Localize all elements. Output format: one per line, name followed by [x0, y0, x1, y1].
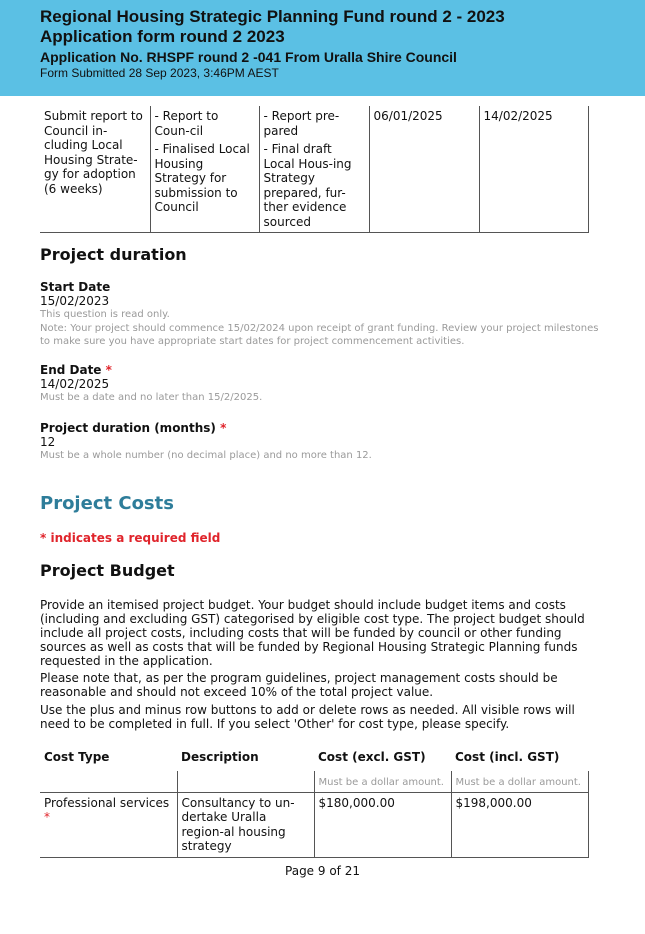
form-header: [0, 0, 645, 96]
milestone-deliverable: - Final draft Local Hous-ing Strategy prepared, fur-ther evidence sourced: [263, 142, 352, 229]
cost-type-cell: [40, 792, 177, 857]
start-date-label: Start Date: [40, 280, 111, 294]
required-marker: *: [44, 810, 50, 824]
project-costs-heading: Project Costs: [40, 493, 174, 514]
required-field-note: * indicates a required field: [40, 531, 221, 545]
milestone-end-cell: [479, 106, 588, 233]
form-subtitle: Application form round 2 2023: [40, 27, 285, 46]
table-row: [40, 106, 588, 233]
budget-table: [40, 746, 589, 858]
cost-excl-value: $180,000.00: [318, 795, 395, 810]
cost-incl-hint-cell: [451, 771, 588, 793]
table-row: [40, 792, 588, 857]
submission-timestamp: Form Submitted 28 Sep 2023, 3:46PM AEST: [40, 66, 279, 80]
budget-guideline-note: Please note that, as per the program guidelines, project management costs should be reasonable and should not exceed 10% of the total project value.: [40, 671, 558, 699]
budget-rows-note: Use the plus and minus row buttons to add or delete rows as needed. All visible rows will need to be completed in full. If you select 'Other' for cost type, please specify.: [40, 703, 575, 731]
form-title: Regional Housing Strategic Planning Fund round 2 - 2023: [40, 7, 505, 26]
budget-hint-row: [40, 771, 588, 793]
project-duration-heading: Project duration: [40, 245, 187, 264]
cost-excl-cell: [314, 792, 451, 857]
milestone-tasks-cell: [150, 106, 259, 233]
required-marker: *: [220, 421, 227, 435]
start-date-value: 15/02/2023: [40, 294, 110, 308]
milestone-activity: Submit report to Council in-cluding Local Housing Strate-gy for adoption (6 weeks): [44, 109, 143, 196]
cost-incl-value: $198,000.00: [455, 795, 532, 810]
column-header: Description: [181, 750, 259, 764]
empty-cell: [40, 771, 177, 793]
cost-excl-hint-cell: [314, 771, 451, 793]
duration-months-label-text: Project duration (months): [40, 421, 216, 435]
duration-months-help: Must be a whole number (no decimal place) and no more than 12.: [40, 450, 372, 461]
description-value: Consultancy to un-dertake Uralla region-al housing strategy: [181, 795, 295, 853]
milestone-table: [40, 106, 589, 233]
milestone-task: - Report to Coun-cil: [154, 109, 219, 138]
milestone-deliverables-cell: [259, 106, 369, 233]
budget-table-header: [40, 746, 588, 771]
commencement-note: Note: Your project should commence 15/02/2024 upon receipt of grant funding. Review your project milestones to make sure you have appropriate start dates for project commencement activities.: [40, 322, 599, 347]
budget-instructions: Provide an itemised project budget. Your budget should include budget items and costs (including and excluding GST) categorised by eligible cost type. The project budget should include all project costs, including costs that will be funded by council or other funding sources as well as costs that will be funded by Regional Housing Strategic Planning funds requested in the application.: [40, 598, 585, 668]
duration-months-label: [40, 421, 226, 435]
end-date-value: 14/02/2025: [40, 377, 110, 391]
description-cell: [177, 792, 314, 857]
column-header: Cost (incl. GST): [455, 750, 560, 764]
duration-months-value: 12: [40, 435, 56, 449]
read-only-note: This question is read only.: [40, 309, 170, 320]
column-header: Cost (excl. GST): [318, 750, 426, 764]
cost-type-value: Professional services: [44, 795, 170, 810]
end-date-label: [40, 363, 112, 377]
milestone-deliverable: - Report pre-pared: [263, 109, 340, 138]
dollar-amount-hint: Must be a dollar amount.: [455, 776, 581, 788]
empty-cell: [177, 771, 314, 793]
application-number: Application No. RHSPF round 2 -041 From Uralla Shire Council: [40, 49, 457, 65]
milestone-end-date: 14/02/2025: [483, 109, 553, 123]
end-date-help: Must be a date and no later than 15/2/2025.: [40, 392, 263, 403]
project-budget-heading: Project Budget: [40, 561, 175, 580]
page-number: Page 9 of 21: [285, 864, 360, 878]
milestone-task: - Finalised Local Housing Strategy for submission to Council: [154, 142, 250, 214]
milestone-start-cell: [369, 106, 479, 233]
end-date-label-text: End Date: [40, 363, 102, 377]
milestone-activity-cell: [40, 106, 150, 233]
start-date-help: [40, 308, 600, 349]
required-marker: *: [105, 363, 112, 377]
dollar-amount-hint: Must be a dollar amount.: [318, 776, 444, 788]
cost-incl-cell: [451, 792, 588, 857]
milestone-start-date: 06/01/2025: [373, 109, 443, 123]
column-header: Cost Type: [44, 750, 110, 764]
